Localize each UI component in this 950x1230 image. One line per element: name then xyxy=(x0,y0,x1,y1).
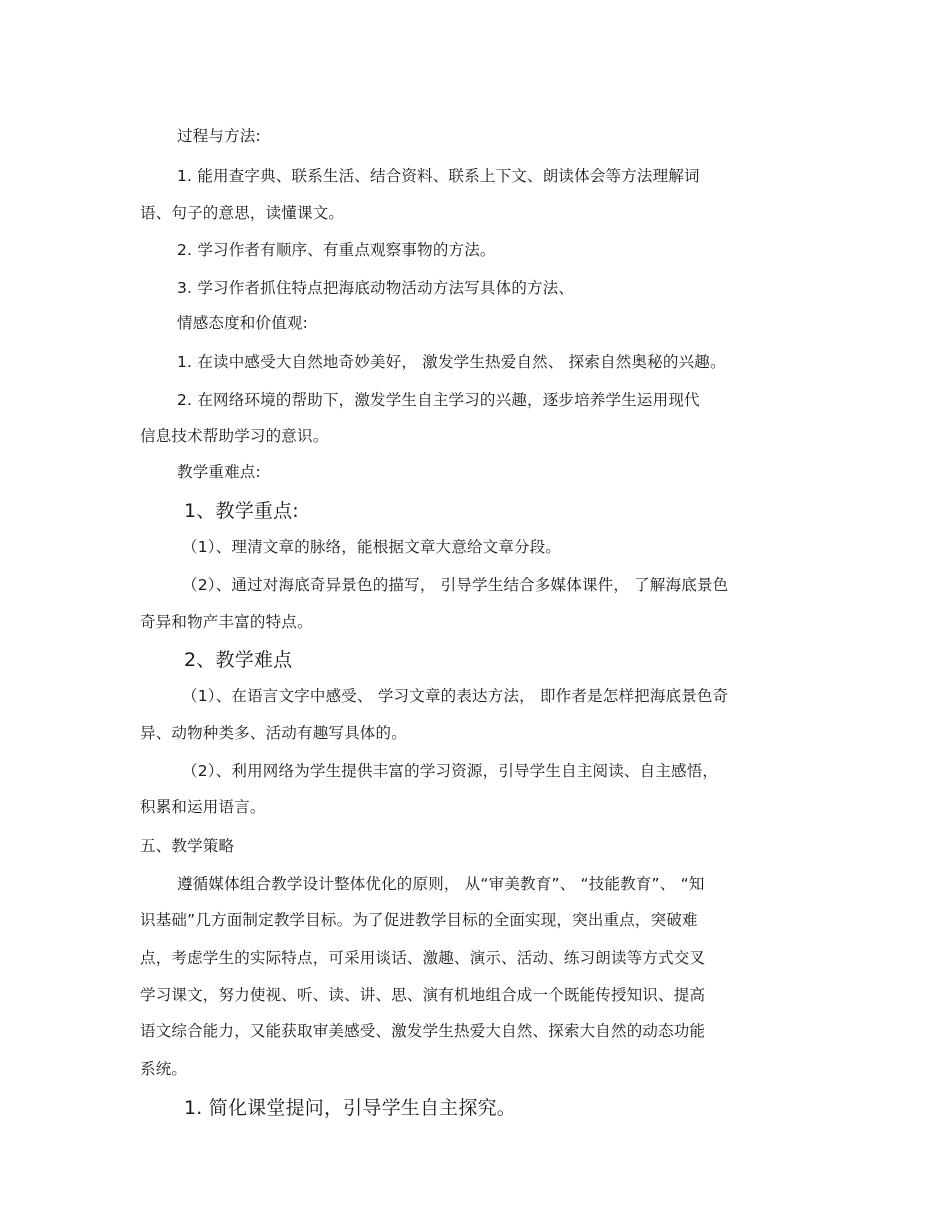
paragraph-line: （1）、理清文章的脉络，能根据文章大意给文章分段。 xyxy=(182,538,562,556)
section-heading-teaching-strategy: 五、教学策略 xyxy=(140,837,235,855)
paragraph-line: 1. 能用查字典、联系生活、结合资料、联系上下文、朗读体会等方法理解词 xyxy=(177,167,700,185)
paragraph-line: 学习课文，努力使视、听、读、讲、思、演有机地组合成一个既能传授知识、提高 xyxy=(140,986,706,1004)
subheading-difficult-points: 2、教学难点 xyxy=(184,649,293,671)
paragraph-line: 语、句子的意思，读懂课文。 xyxy=(140,204,345,222)
subheading-key-points: 1、教学重点: xyxy=(184,500,299,522)
paragraph-line: 异、动物种类多、活动有趣写具体的。 xyxy=(140,724,407,742)
heading-key-difficult-points: 教学重难点: xyxy=(177,463,261,481)
paragraph-line: （2）、利用网络为学生提供丰富的学习资源，引导学生自主阅读、自主感悟， xyxy=(182,762,719,780)
paragraph-line: 3. 学习作者抓住特点把海底动物活动方法写具体的方法、 xyxy=(177,279,575,297)
paragraph-line: 积累和运用语言。 xyxy=(140,798,266,816)
heading-emotion-values: 情感态度和价值观: xyxy=(177,314,309,332)
paragraph-line: 1. 在读中感受大自然地奇妙美好， 激发学生热爱自然、 探索自然奥秘的兴趣。 xyxy=(177,353,726,371)
paragraph-line: 遵循媒体组合教学设计整体优化的原则， 从“审美教育”、 “技能教育”、 “知 xyxy=(177,875,705,893)
paragraph-line: 识基础”几方面制定教学目标。为了促进教学目标的全面实现，突出重点，突破难 xyxy=(140,911,698,929)
paragraph-line: （2）、通过对海底奇异景色的描写， 引导学生结合多媒体课件， 了解海底景色 xyxy=(182,576,729,594)
paragraph-line: 2. 学习作者有顺序、有重点观察事物的方法。 xyxy=(177,241,496,259)
paragraph-line: （1）、在语言文字中感受、 学习文章的表达方法， 即作者是怎样把海底景色奇 xyxy=(182,687,729,705)
paragraph-line: 系统。 xyxy=(140,1060,188,1078)
paragraph-line: 奇异和物产丰富的特点。 xyxy=(140,613,313,631)
paragraph-line: 2. 在网络环境的帮助下，激发学生自主学习的兴趣，逐步培养学生运用现代 xyxy=(177,391,700,409)
paragraph-line: 信息技术帮助学习的意识。 xyxy=(140,427,329,445)
heading-process-methods: 过程与方法: xyxy=(177,127,261,145)
paragraph-line: 点，考虑学生的实际特点，可采用谈话、激趣、演示、活动、练习朗读等方式交叉 xyxy=(140,949,706,967)
paragraph-line: 语文综合能力，又能获取审美感受、激发学生热爱大自然、探索大自然的动态功能 xyxy=(140,1022,706,1040)
subheading-simplify-questions: 1. 简化课堂提问，引导学生自主探究。 xyxy=(184,1097,516,1119)
